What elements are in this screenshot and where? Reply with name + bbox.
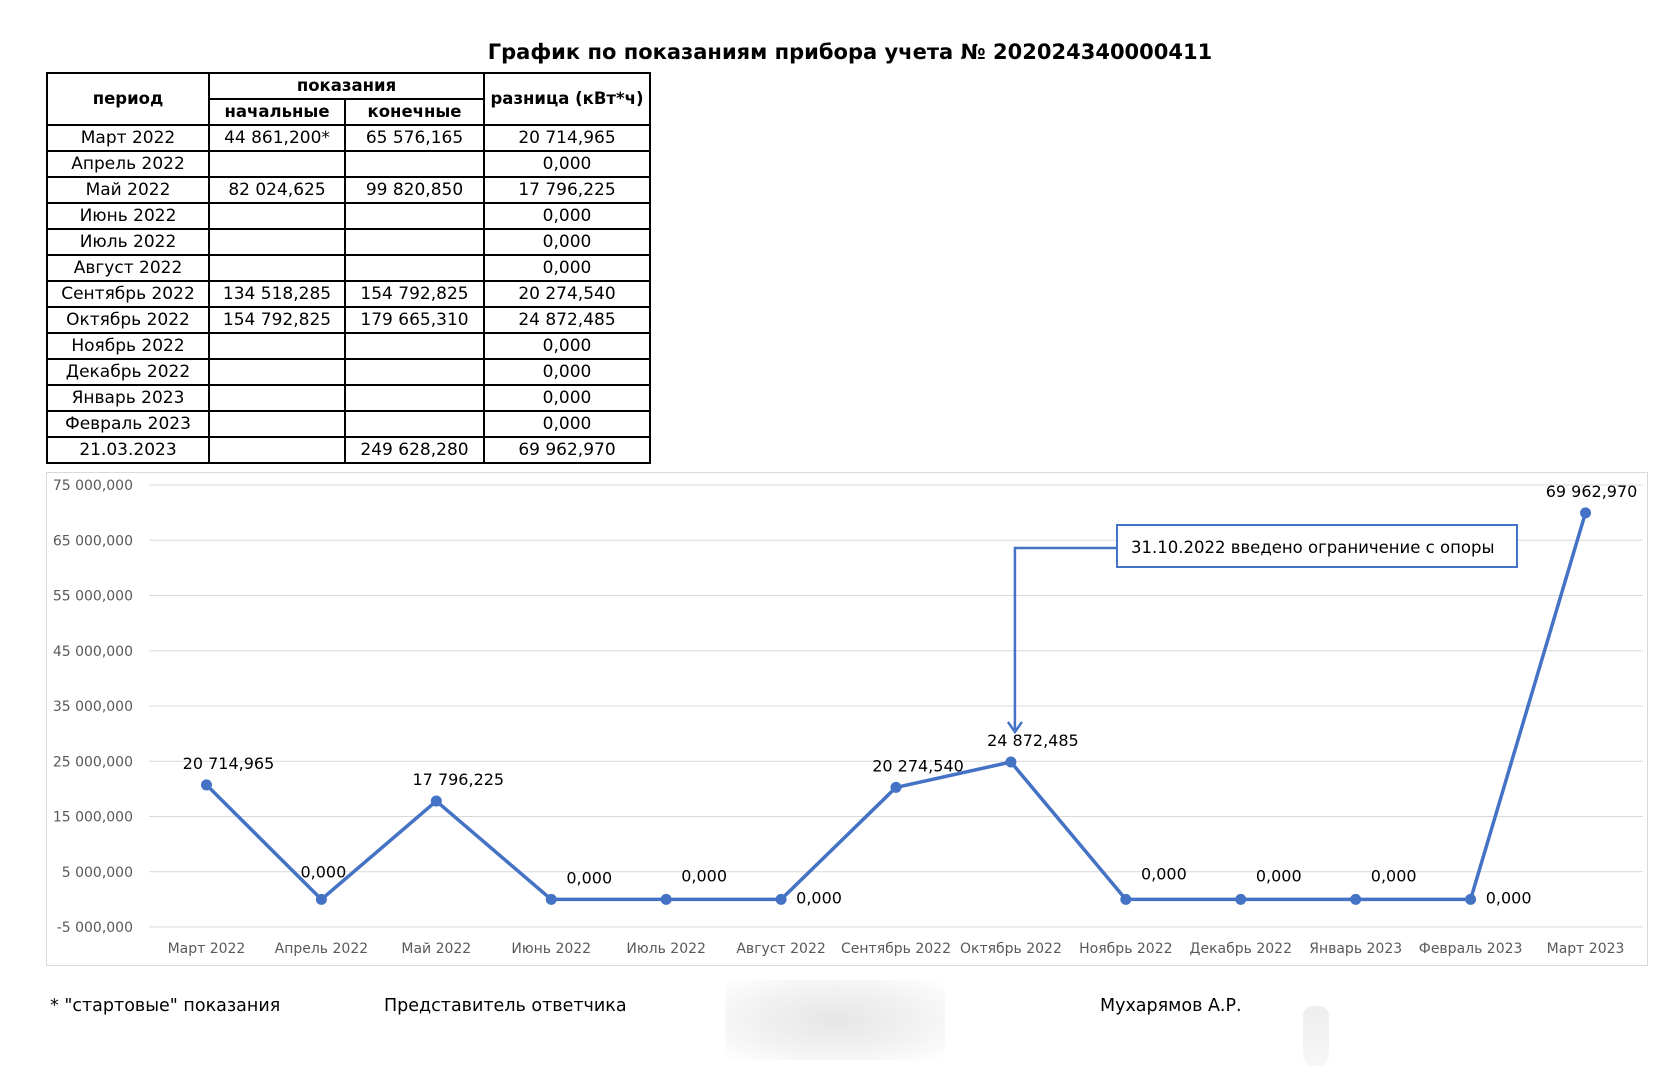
cell-period: Декабрь 2022 (47, 359, 209, 385)
data-label: 69 962,970 (1545, 481, 1638, 501)
table-row (47, 281, 650, 307)
data-point (316, 894, 327, 905)
table-row (47, 411, 650, 437)
cell-start: 44 861,200* (209, 125, 345, 151)
y-tick-label: 15 000,000 (52, 809, 133, 826)
cell-period: Апрель 2022 (47, 151, 209, 177)
data-point (1580, 507, 1591, 518)
y-tick-label: 45 000,000 (52, 643, 133, 660)
cell-diff: 0,000 (484, 411, 650, 437)
x-tick-label: Февраль 2023 (1418, 941, 1523, 957)
y-tick-label: 35 000,000 (52, 699, 133, 715)
y-tick-label: -5 000,000 (56, 920, 133, 936)
data-label: 0,000 (796, 888, 842, 908)
table-row (47, 307, 650, 333)
line-chart (47, 473, 1649, 967)
cell-period: Март 2022 (47, 125, 209, 151)
document-title: График по показаниям прибора учета № 202024340000411 (487, 40, 1213, 64)
cell-period: Июнь 2022 (47, 203, 209, 229)
cell-period: 21.03.2023 (47, 437, 209, 463)
cell-diff: 17 796,225 (484, 177, 650, 203)
cell-end: 179 665,310 (345, 307, 484, 333)
cell-diff: 0,000 (484, 229, 650, 255)
y-tick-label: 75 000,000 (52, 478, 133, 494)
data-label: 24 872,485 (987, 730, 1079, 750)
table-row (47, 203, 650, 229)
annotation-text: 31.10.2022 введено ограничение с опоры (1131, 538, 1495, 557)
signer-name: Мухарямов А.Р. (1100, 996, 1242, 1016)
x-tick-label: Март 2023 (1546, 941, 1625, 957)
cell-diff: 0,000 (484, 203, 650, 229)
y-tick-label: 65 000,000 (52, 533, 133, 550)
data-point (546, 894, 557, 905)
data-label: 0,000 (566, 868, 613, 888)
cell-period: Сентябрь 2022 (47, 281, 209, 307)
header-readings: показания (209, 73, 484, 99)
table-body (47, 125, 650, 463)
x-tick-label: Октябрь 2022 (959, 941, 1062, 957)
x-tick-label: Июль 2022 (626, 941, 706, 957)
cell-end: 154 792,825 (345, 281, 484, 307)
cell-start: 154 792,825 (209, 307, 345, 333)
header-end: конечные (345, 99, 484, 125)
cell-start (209, 411, 345, 437)
header-difference: разница (кВт*ч) (484, 73, 650, 125)
cell-diff: 24 872,485 (484, 307, 650, 333)
cell-start (209, 203, 345, 229)
cell-diff: 20 714,965 (484, 125, 650, 151)
data-label: 17 796,225 (412, 770, 505, 790)
header-start: начальные (209, 99, 345, 125)
cell-diff: 0,000 (484, 333, 650, 359)
data-label: 0,000 (1485, 888, 1532, 908)
cell-start (209, 255, 345, 281)
chart-area (46, 472, 1648, 966)
x-tick-label: Апрель 2022 (274, 941, 369, 957)
cell-start (209, 385, 345, 411)
cell-diff: 20 274,540 (484, 281, 650, 307)
cell-end: 65 576,165 (345, 125, 484, 151)
data-point (661, 894, 672, 905)
table-row (47, 359, 650, 385)
table-row (47, 151, 650, 177)
y-tick-label: 55 000,000 (52, 588, 133, 605)
cell-period: Январь 2023 (47, 385, 209, 411)
data-label: 20 714,965 (182, 753, 275, 773)
table-row (47, 437, 650, 463)
redacted-mark (1303, 1006, 1329, 1066)
annotation-arrow-line (1015, 548, 1117, 732)
data-point (431, 796, 442, 807)
cell-start (209, 151, 345, 177)
cell-start: 82 024,625 (209, 177, 345, 203)
data-point (1005, 756, 1016, 767)
cell-period: Ноябрь 2022 (47, 333, 209, 359)
table-row (47, 177, 650, 203)
data-point (1235, 894, 1246, 905)
cell-diff: 0,000 (484, 255, 650, 281)
cell-start (209, 229, 345, 255)
cell-start (209, 333, 345, 359)
x-tick-label: Июнь 2022 (511, 941, 592, 957)
x-tick-label: Ноябрь 2022 (1079, 941, 1173, 957)
cell-diff: 0,000 (484, 359, 650, 385)
data-point (891, 782, 902, 793)
data-label: 0,000 (1370, 866, 1417, 886)
data-point (1120, 894, 1131, 905)
data-point (201, 779, 212, 790)
cell-end (345, 229, 484, 255)
table-row (47, 385, 650, 411)
table-row (47, 255, 650, 281)
x-tick-label: Март 2022 (167, 941, 246, 957)
cell-end (345, 203, 484, 229)
cell-period: Февраль 2023 (47, 411, 209, 437)
data-point (776, 894, 787, 905)
data-point (1465, 894, 1476, 905)
cell-end (345, 359, 484, 385)
x-tick-label: Январь 2023 (1309, 941, 1403, 957)
cell-start (209, 437, 345, 463)
cell-diff: 69 962,970 (484, 437, 650, 463)
table-row (47, 125, 650, 151)
x-tick-label: Декабрь 2022 (1189, 941, 1292, 957)
data-label: 20 274,540 (872, 756, 964, 776)
table-row (47, 229, 650, 255)
cell-end (345, 411, 484, 437)
cell-period: Октябрь 2022 (47, 307, 209, 333)
readings-table (46, 72, 651, 464)
y-tick-label: 25 000,000 (52, 754, 133, 771)
representative-label: Представитель ответчика (384, 996, 627, 1016)
cell-diff: 0,000 (484, 385, 650, 411)
cell-end: 249 628,280 (345, 437, 484, 463)
data-label: 0,000 (300, 862, 347, 882)
cell-end (345, 385, 484, 411)
data-label: 0,000 (681, 866, 728, 886)
cell-start: 134 518,285 (209, 281, 345, 307)
x-tick-label: Август 2022 (736, 941, 826, 957)
cell-end (345, 255, 484, 281)
footnote: * "стартовые" показания (50, 996, 281, 1016)
data-label: 0,000 (1255, 866, 1302, 886)
header-period: период (47, 73, 209, 125)
cell-period: Июль 2022 (47, 229, 209, 255)
redacted-signature (725, 980, 945, 1060)
cell-period: Август 2022 (47, 255, 209, 281)
data-point (1350, 894, 1361, 905)
cell-period: Май 2022 (47, 177, 209, 203)
cell-diff: 0,000 (484, 151, 650, 177)
data-label: 0,000 (1140, 864, 1187, 884)
cell-start (209, 359, 345, 385)
cell-end (345, 151, 484, 177)
cell-end: 99 820,850 (345, 177, 484, 203)
y-tick-label: 5 000,000 (61, 864, 133, 881)
cell-end (345, 333, 484, 359)
x-tick-label: Май 2022 (401, 941, 472, 957)
table-row (47, 333, 650, 359)
x-tick-label: Сентябрь 2022 (841, 941, 951, 957)
